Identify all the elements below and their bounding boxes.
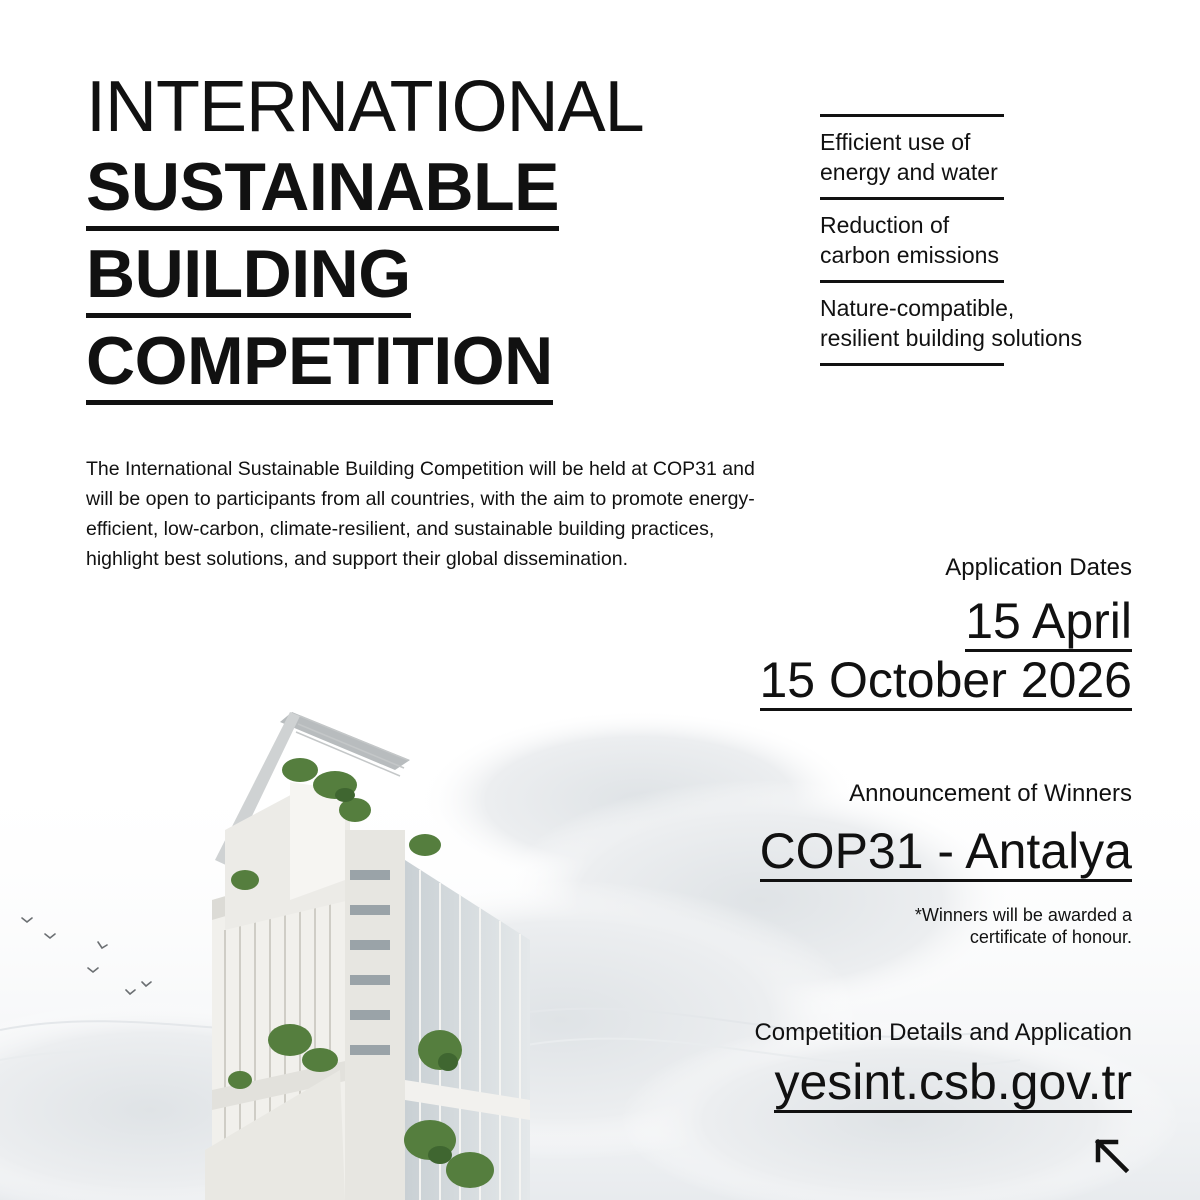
- application-dates-section: [760, 553, 1133, 711]
- winners-location: COP31 - Antalya: [760, 823, 1132, 882]
- winners-note: certificate of honour.: [969, 927, 1132, 947]
- feature-text: Nature-compatible,: [820, 295, 1015, 321]
- feature-item: [820, 210, 1150, 270]
- application-end-date: 15 October 2026: [760, 652, 1133, 711]
- feature-text: Efficient use of: [820, 129, 971, 155]
- feature-text: Reduction of: [820, 212, 950, 238]
- feature-list: [820, 114, 1150, 366]
- website-link[interactable]: yesint.csb.gov.tr: [774, 1054, 1132, 1113]
- title-line-building: BUILDING: [86, 239, 411, 318]
- feature-text: energy and water: [820, 159, 998, 185]
- divider: [820, 280, 1004, 283]
- title-line-competition: COMPETITION: [86, 326, 553, 405]
- divider: [820, 363, 1004, 366]
- feature-text: carbon emissions: [820, 242, 999, 268]
- application-dates-label: Application Dates: [945, 554, 1132, 581]
- feature-text: resilient building solutions: [820, 325, 1083, 351]
- description-paragraph: The International Sustainable Building Competition will be held at COP31 and will be open to participants from all countries, with the aim to promote energy-efficient, low-carbon, climate-resilient, and sustainable building practices, highlight best solutions, and support their global dissemination.: [86, 458, 755, 570]
- details-label: Competition Details and Application: [754, 1019, 1132, 1046]
- feature-item: [820, 293, 1150, 353]
- divider: [820, 197, 1004, 200]
- winners-note: *Winners will be awarded a: [914, 905, 1132, 925]
- application-start-date: 15 April: [965, 593, 1132, 652]
- title-line-international: INTERNATIONAL: [86, 67, 644, 147]
- title-block: [86, 67, 644, 405]
- details-section: [754, 1018, 1132, 1113]
- divider: [820, 114, 1004, 117]
- arrow-up-left-icon: [1092, 1136, 1132, 1176]
- title-line-sustainable: SUSTAINABLE: [86, 152, 559, 231]
- winners-section: [760, 779, 1132, 948]
- feature-item: [820, 127, 1150, 187]
- winners-label: Announcement of Winners: [849, 780, 1132, 807]
